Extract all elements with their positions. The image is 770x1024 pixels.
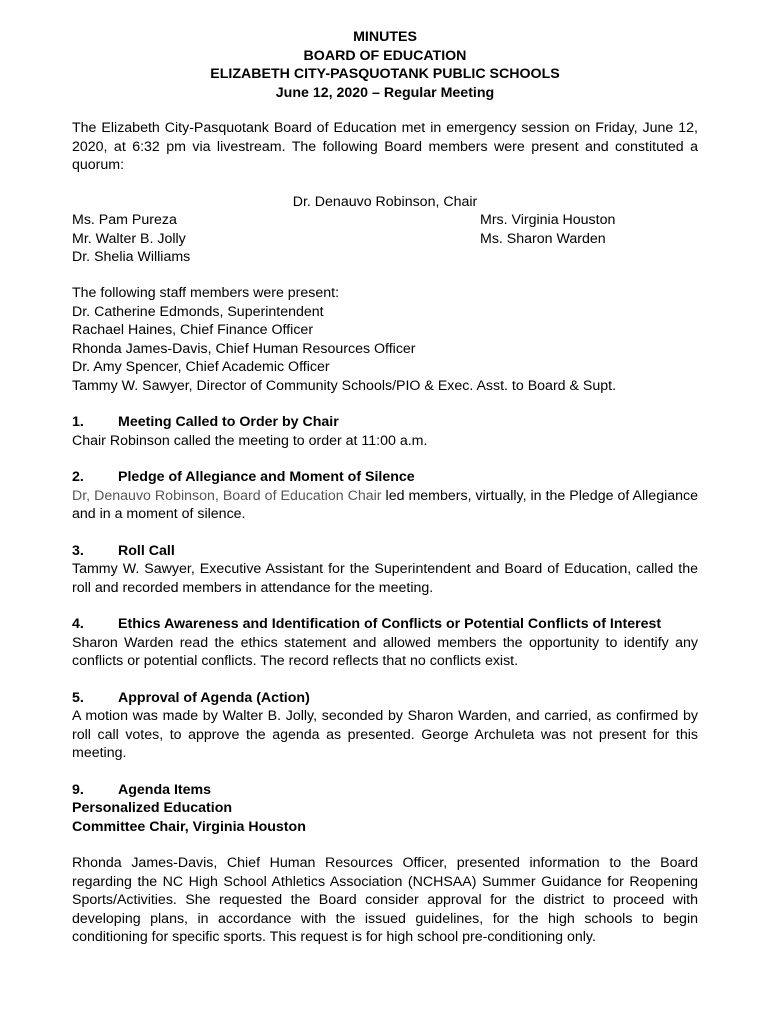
- staff-member: Tammy W. Sawyer, Director of Community Schools/PIO & Exec. Asst. to Board & Supt.: [72, 377, 617, 394]
- member-name: Ms. Pam Pureza: [72, 212, 177, 228]
- section-number: 5.: [72, 689, 84, 706]
- section-body: Tammy W. Sawyer, Executive Assistant for the Superintendent and Board of Education, called the roll and recorded members in attendance for the meeting.: [72, 561, 698, 596]
- section-body: [72, 487, 698, 524]
- member-name: Mrs. Virginia Houston: [480, 212, 616, 228]
- members-right-column: [480, 211, 615, 248]
- section-body: Chair Robinson called the meeting to order at 11:00 a.m.: [72, 432, 428, 449]
- staff-member: Rachael Haines, Chief Finance Officer: [72, 322, 314, 338]
- intro-paragraph: The Elizabeth City-Pasquotank Board of Education met in emergency session on Friday, June 12, 2020, at 6:32 pm via livestream. The following Board members were present and constituted a quorum:: [72, 120, 698, 173]
- staff-member: Rhonda James-Davis, Chief Human Resources Officer: [72, 340, 416, 357]
- section-ethics: [72, 615, 698, 671]
- chair-reference: Dr, Denauvo Robinson, Board of Education Chair: [72, 487, 382, 504]
- section-body-rest: led members, virtually, in the Pledge of Allegiance and in a moment of silence.: [72, 487, 698, 522]
- section-title: Pledge of Allegiance and Moment of Silence: [118, 469, 415, 485]
- staff-member: Dr. Amy Spencer, Chief Academic Officer: [72, 359, 330, 375]
- section-title: Ethics Awareness and Identification of Conflicts or Potential Conflicts of Interest: [118, 616, 662, 632]
- section-title: Approval of Agenda (Action): [118, 689, 310, 706]
- minutes-page: [72, 28, 698, 947]
- section-title: Meeting Called to Order by Chair: [118, 414, 339, 430]
- staff-list: [72, 284, 698, 395]
- title-minutes: MINUTES: [353, 29, 417, 45]
- section-number: 2.: [72, 469, 84, 485]
- subsection-title: Personalized Education: [72, 800, 233, 816]
- board-members: [72, 211, 698, 267]
- document-title: [72, 28, 698, 102]
- title-district: ELIZABETH CITY-PASQUOTANK PUBLIC SCHOOLS: [210, 66, 560, 82]
- section-pledge: [72, 468, 698, 524]
- section-heading: [72, 542, 698, 561]
- section-agenda-approval: [72, 689, 698, 763]
- section-heading: [72, 413, 698, 432]
- member-name: Dr. Shelia Williams: [72, 249, 191, 265]
- member-name: Mr. Walter B. Jolly: [72, 230, 186, 247]
- section-heading: [72, 468, 698, 487]
- committee-chair: Committee Chair, Virginia Houston: [72, 818, 306, 835]
- section-number: 3.: [72, 542, 84, 559]
- section-roll-call: [72, 542, 698, 598]
- section-heading: [72, 689, 698, 708]
- section-call-to-order: [72, 413, 698, 450]
- section-heading: [72, 615, 698, 634]
- board-chair: Dr. Denauvo Robinson, Chair: [292, 193, 478, 210]
- member-name: Ms. Sharon Warden: [480, 230, 606, 247]
- section-number: 9.: [72, 781, 84, 798]
- title-board: BOARD OF EDUCATION: [303, 47, 467, 64]
- section-agenda-items: [72, 781, 698, 947]
- section-body: Sharon Warden read the ethics statement and allowed members the opportunity to identify any conflicts or potential conflicts. The record reflects that no conflicts exist.: [72, 634, 698, 669]
- staff-member: Dr. Catherine Edmonds, Superintendent: [72, 303, 324, 320]
- section-heading: [72, 781, 698, 800]
- section-title: Agenda Items: [118, 781, 212, 798]
- members-left-column: [72, 211, 190, 267]
- section-title: Roll Call: [118, 542, 175, 559]
- section-number: 4.: [72, 616, 84, 632]
- section-number: 1.: [72, 414, 84, 430]
- section-body: A motion was made by Walter B. Jolly, seconded by Sharon Warden, and carried, as confirmed by roll call votes, to approve the agenda as presented. George Archuleta was not present for this meeting.: [72, 708, 698, 761]
- section-body: Rhonda James-Davis, Chief Human Resources Officer, presented information to the Board regarding the NC High School Athletics Association (NCHSAA) Summer Guidance for Reopening Sports/Activities. She requested the Board consider approval for the district to proceed with developing plans, in accordance with the issued guidelines, for the high schools to begin conditioning for specific sports. This request is for high school pre-conditioning only.: [72, 855, 698, 945]
- title-date: June 12, 2020 – Regular Meeting: [275, 84, 495, 101]
- staff-intro: The following staff members were present:: [72, 285, 340, 301]
